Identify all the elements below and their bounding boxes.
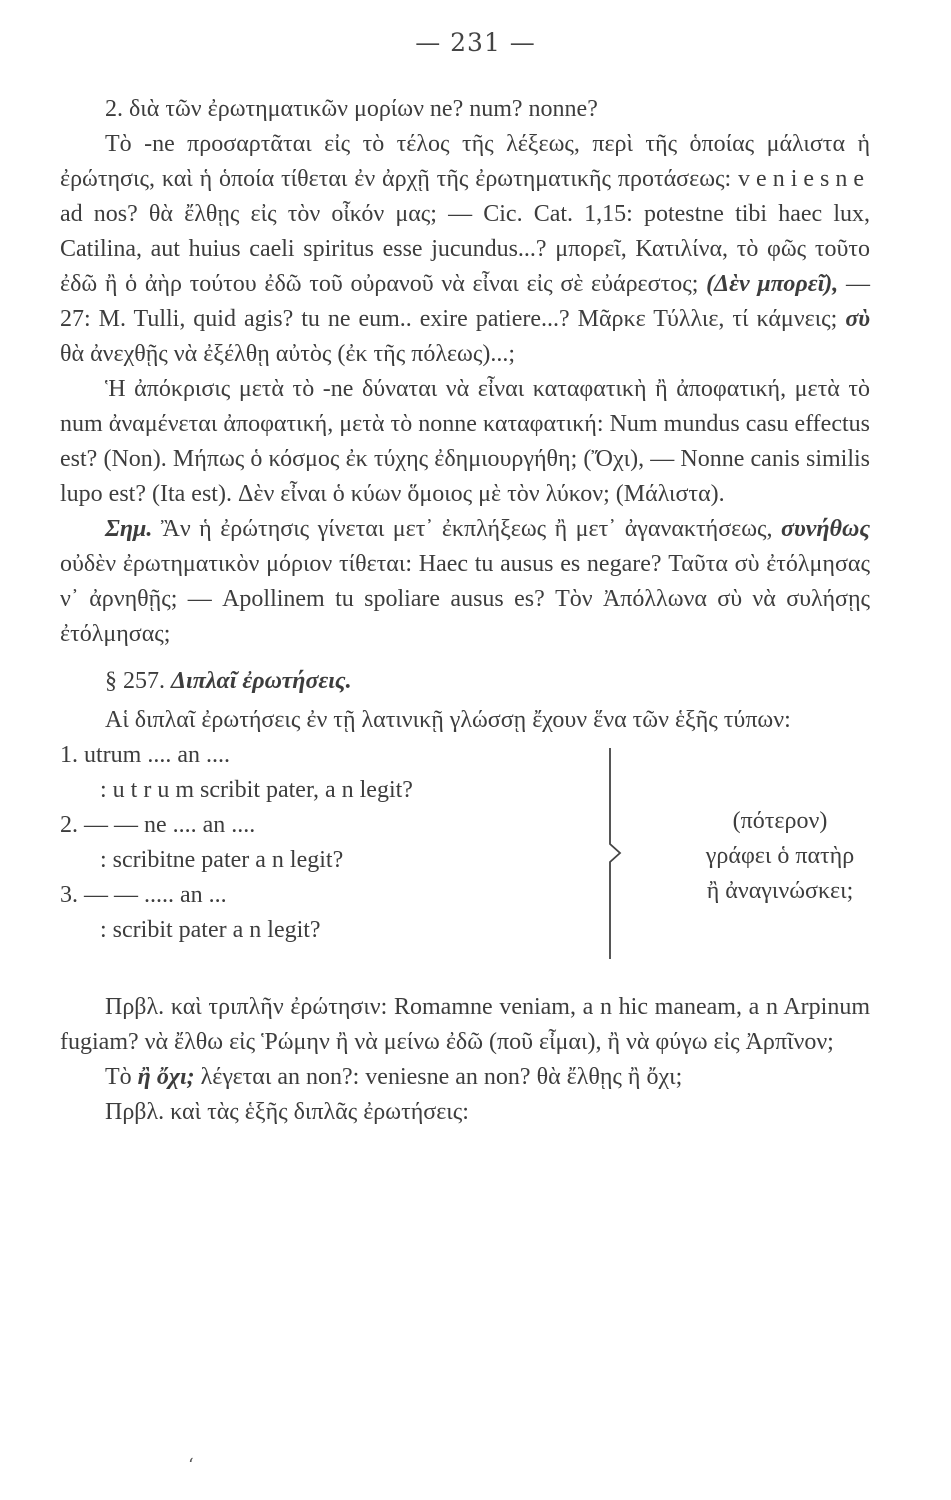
body-text	[60, 92, 870, 1130]
paragraph-or-not	[60, 1060, 870, 1095]
paragraph-note	[60, 512, 870, 652]
gloss-line-3: ἢ ἀναγινώσκει;	[706, 878, 854, 904]
form-3: 3. — — ..... an ...	[60, 882, 227, 908]
or-not-term: ἢ ὄχι;	[137, 1064, 195, 1090]
paragraph-answers: Ἡ ἀπόκρισις μετὰ τὸ -ne δύναται νὰ εἶναι καταφατικὴ ἢ ἀποφατική, μετὰ τὸ num ἀναμένεται ἀποφατική, μετὰ τὸ nonne καταφατική: Num mundus casu effectus est? (Non). Μήπως ὁ κόσμος ἐκ τύχης ἐδημιουργήθη; (Ὄχι), — Nonne canis similis lupo est? (Ita est). Δὲν εἶναι ὁ κύων ὅμοιος μὲ τὸν λύκον; (Μάλιστα).	[60, 376, 870, 507]
note-text-2: οὐδὲν ἐρωτηματικὸν μόριον τίθεται: Haec tu ausus es negare? Ταῦτα σὺ ἐτόλμησας ν᾽ ἀρνηθῇς; — Apollinem tu spoliare ausus es? Τὸν Ἀπόλλωνα σὺ νὰ συλήσῃς ἐτόλμησας;	[60, 551, 870, 647]
paragraph-triple-question: Πρβλ. καὶ τριπλῆν ἐρώτησιν: Romamne veniam, a n hic maneam, a n Arpinum fugiam? νὰ ἔλθω εἰς Ῥώμην ἢ νὰ μείνω ἐδῶ (ποῦ εἶμαι), ἢ νὰ φύγω εἰς Ἀρπῖνον;	[60, 994, 870, 1055]
page-number: — 231 —	[415, 28, 536, 57]
note-text-1: Ἂν ἡ ἐρώτησις γίνεται μετ᾽ ἐκπλήξεως ἢ μετ᾽ ἀγανακτήσεως,	[160, 516, 773, 542]
or-not-intro: Τὸ	[105, 1064, 132, 1090]
note-usually: συνήθως	[781, 516, 871, 542]
form-1-example: : u t r u m scribit pater, a n legit?	[100, 777, 413, 803]
right-brace-icon	[608, 746, 622, 961]
note-label: Σημ.	[105, 516, 153, 542]
paragraph-double-questions: Αἱ διπλαῖ ἐρωτήσεις ἐν τῇ λατινικῇ γλώσσῃ ἔχουν ἕνα τῶν ἑξῆς τύπων:	[105, 707, 791, 733]
question-forms-table	[60, 738, 870, 968]
cicero-examples: ad nos? θὰ ἔλθῃς εἰς τὸν οἶκόν μας; — Cic. Cat. 1,15: potestne tibi haec lux, Catilina, aut huius caeli spiritus esse jucundus...? μπορεῖ, Κατιλίνα, τὸ φῶς τοῦτο ἐδῶ ἢ ὁ ἀὴρ τούτου ἐδῶ τοῦ οὐρανοῦ νὰ εἶναι εἰς σὲ εὐάρεστος;	[60, 201, 870, 297]
section-number: § 257.	[105, 668, 165, 694]
or-not-text: λέγεται an non?: veniesne an non? θὰ ἔλθῃς ἢ ὄχι;	[200, 1064, 683, 1090]
answer-cannot: (Δὲν μπορεῖ),	[706, 271, 839, 297]
form-2-example: : scribitne pater a n legit?	[100, 847, 344, 873]
emphasis-you: σὺ	[845, 306, 871, 332]
forms-list	[60, 738, 600, 948]
section-heading	[60, 664, 870, 699]
greek-gloss	[675, 804, 885, 909]
point-2-heading: 2. διὰ τῶν ἐρωτηματικῶν μορίων ne? num? nonne?	[105, 96, 598, 122]
tulli-example: — 27: M. Tulli, quid agis? tu ne eum.. exire patiere...? Μᾶρκε Τύλλιε, τί κάμνεις;	[60, 271, 871, 332]
gloss-line-2: γράφει ὁ πατὴρ	[705, 843, 855, 869]
section-title: Διπλαῖ ἐρωτήσεις.	[171, 668, 352, 694]
gloss-line-1: (πότερον)	[732, 808, 828, 834]
form-3-example: : scribit pater a n legit?	[100, 917, 321, 943]
stray-mark: ʻ	[188, 1455, 194, 1476]
form-1: 1. utrum .... an ....	[60, 742, 230, 768]
ne-rule-text: Τὸ -ne προσαρτᾶται εἰς τὸ τέλος τῆς λέξεως, περὶ τῆς ὁποίας μάλιστα ἡ ἐρώτησις, καὶ ἡ ὁποία τίθεται ἐν ἀρχῇ τῆς ἐρωτηματικῆς προτάσεως:	[60, 131, 870, 192]
paragraph-compare: Πρβλ. καὶ τὰς ἑξῆς διπλᾶς ἐρωτήσεις:	[105, 1099, 469, 1125]
paragraph-ne-particle	[60, 127, 870, 372]
tulli-translation: θὰ ἀνεχθῇς νὰ ἐξέλθῃ αὐτὸς (ἐκ τῆς πόλεως)...;	[60, 341, 516, 367]
example-veniesne: veniesne	[738, 166, 871, 192]
form-2: 2. — — ne .... an ....	[60, 812, 256, 838]
